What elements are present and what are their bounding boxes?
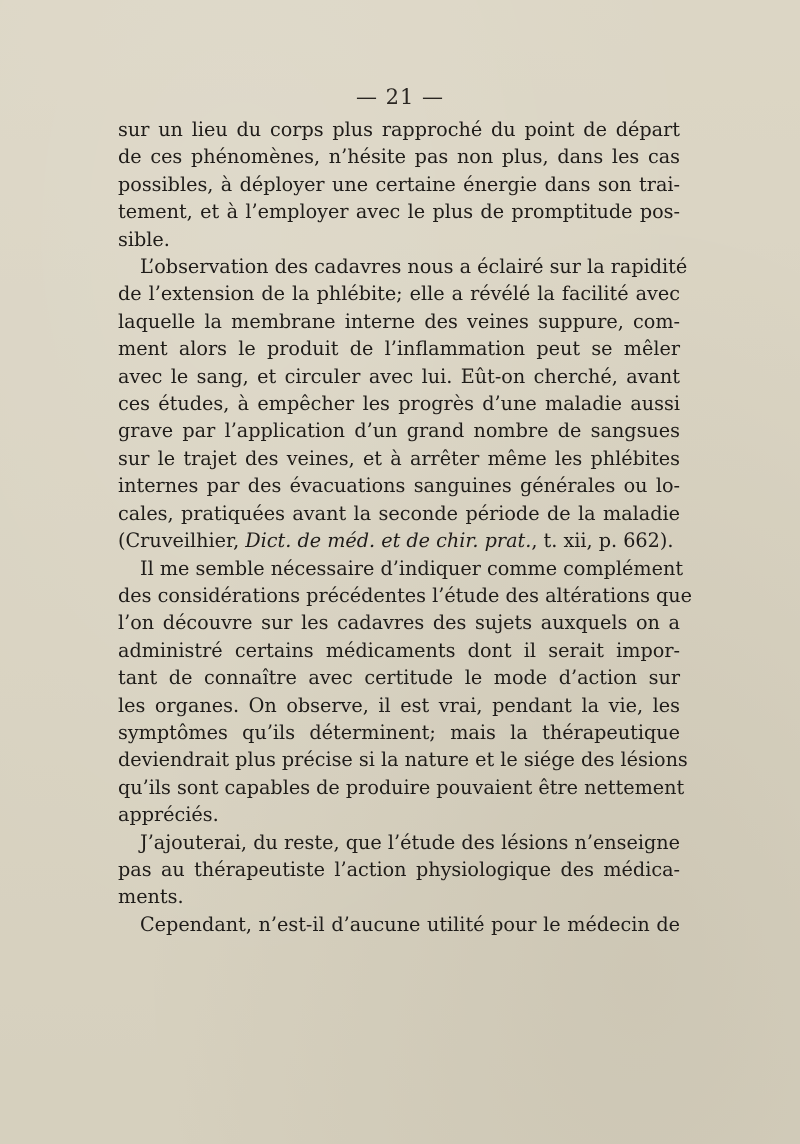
text-line: ments. [118,885,184,909]
citation-title: Dict. de méd. et de chir. prat. [245,529,532,553]
text-line: tement, et à l’employer avec le plus de promptitude pos- [118,200,680,224]
text-line: deviendrait plus précise si la nature et le siége des lésions [118,748,688,772]
text-line: l’on découvre sur les cadavres des sujets auxquels on a [118,611,680,635]
text-line: ces études, à empêcher les progrès d’une maladie aussi [118,392,680,416]
text-line: grave par l’application d’un grand nombre de sangsues [118,419,680,443]
text-segment: (Cruveilhier, [118,529,246,553]
text-line: symptômes qu’ils déterminent; mais la thérapeutique [118,720,680,744]
text-line: avec le sang, et circuler avec lui. Eût-on cherché, avant [118,364,680,388]
text-line [118,527,680,554]
text-line: sur le trajet des veines, et à arrêter même les phlébites [118,446,680,470]
text-line: pas au thérapeutiste l’action physiologique des médica- [118,857,680,881]
text-line: internes par des évacuations sanguines générales ou lo- [118,474,680,498]
text-line: Cependant, n’est-il d’aucune utilité pour le médecin de [140,912,680,936]
text-line: les organes. On observe, il est vrai, pendant la vie, les [118,693,680,717]
body-text [118,116,693,938]
text-line: Il me semble nécessaire d’indiquer comme complément [140,556,684,580]
text-line: de l’extension de la phlébite; elle a révélé la facilité avec [118,282,680,306]
text-line: de ces phénomènes, n’hésite pas non plus, dans les cas [118,145,680,169]
text-segment: , t. xii, p. 662). [531,529,674,553]
text-line: qu’ils sont capables de produire pouvaient être nettement [118,775,685,799]
text-line: cales, pratiquées avant la seconde période de la maladie [118,501,680,525]
text-line: tant de connaître avec certitude le mode d’action sur [118,666,680,690]
text-line: possibles, à déployer une certaine énergie dans son trai- [118,172,680,196]
text-line: sible. [118,227,170,251]
text-line: ment alors le produit de l’inflammation peut se mêler [118,337,680,361]
text-line: des considérations précédentes l’étude des altérations que [118,583,693,607]
text-line: administré certains médicaments dont il serait impor- [118,638,680,662]
page-number: — 21 — [355,85,445,109]
text-line: L’observation des cadavres nous a éclairé sur la rapidité [140,255,688,279]
text-line: appréciés. [118,803,219,827]
text-line: sur un lieu du corps plus rapproché du point de départ [118,118,680,141]
text-line: J’ajouterai, du reste, que l’étude des lésions n’enseigne [140,830,680,854]
text-line: laquelle la membrane interne des veines suppure, com- [118,309,680,333]
